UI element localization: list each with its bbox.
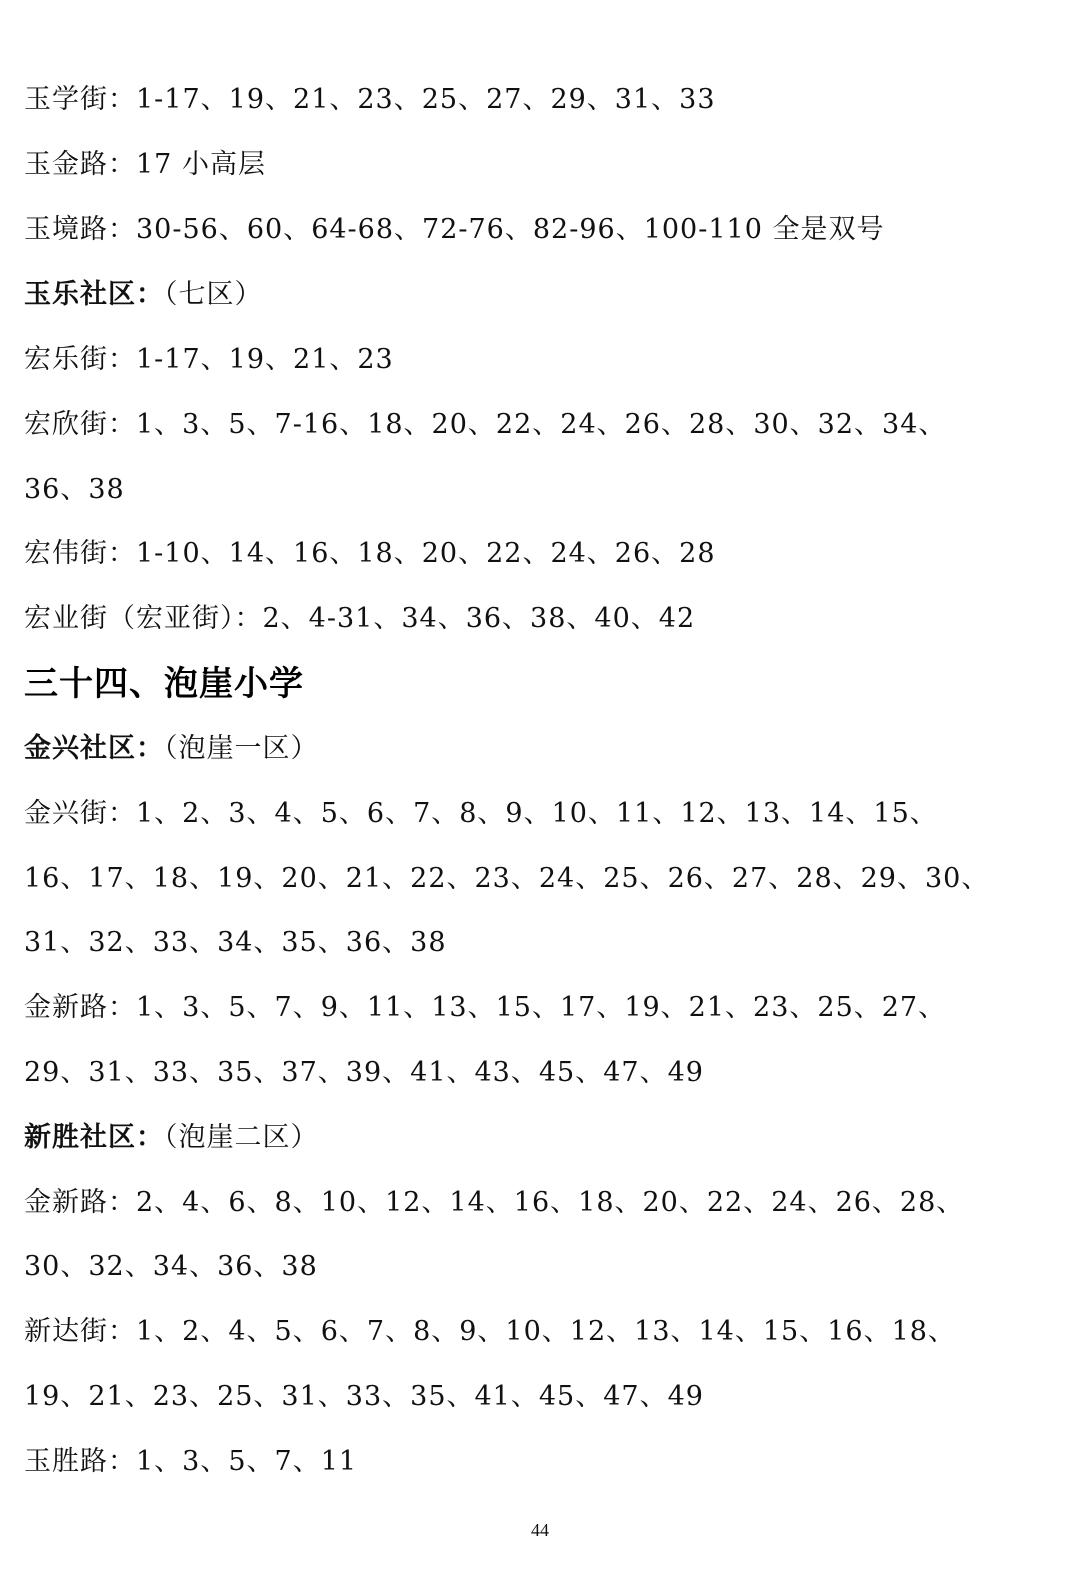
street-line-hongle: 宏乐街：1-17、19、21、23 — [24, 344, 394, 375]
street-line-hongxin: 宏欣街：1、3、5、7-16、18、20、22、24、26、28、30、32、34、 — [24, 409, 947, 440]
street-line-jinxin-odd-cont: 29、31、33、35、37、39、41、43、45、47、49 — [24, 1057, 704, 1088]
community-area: （泡崖一区） — [164, 733, 319, 764]
street-line-xinda: 新达街：1、2、4、5、6、7、8、9、10、12、13、14、15、16、18、 — [24, 1316, 956, 1347]
street-line-jinxin-odd: 金新路：1、3、5、7、9、11、13、15、17、19、21、23、25、27、 — [24, 992, 947, 1023]
community-line-jinxing — [24, 729, 1056, 769]
street-line-hongye: 宏业街（宏亚街）：2、4-31、34、36、38、40、42 — [24, 603, 696, 634]
street-line-hongxin-cont: 36、38 — [24, 474, 125, 505]
street-line-jinxing: 金兴街：1、2、3、4、5、6、7、8、9、10、11、12、13、14、15、 — [24, 798, 938, 829]
community-name: 玉乐社区： — [24, 279, 164, 310]
community-name: 新胜社区： — [24, 1122, 164, 1153]
community-line-xinsheng — [24, 1118, 1056, 1158]
section-heading-paoya-school: 三十四、泡崖小学 — [24, 664, 304, 704]
street-line-yuxue: 玉学街：1-17、19、21、23、25、27、29、31、33 — [24, 84, 716, 115]
community-area: （七区） — [164, 279, 263, 310]
street-line-yujing: 玉境路：30-56、60、64-68、72-76、82-96、100-110 全是双号 — [24, 214, 885, 245]
street-line-jinxing-cont2: 31、32、33、34、35、36、38 — [24, 927, 447, 958]
street-line-yusheng: 玉胜路：1、3、5、7、11 — [24, 1446, 358, 1477]
community-line-yule — [24, 275, 1056, 315]
street-line-jinxin-even: 金新路：2、4、6、8、10、12、14、16、18、20、22、24、26、28、 — [24, 1187, 965, 1218]
street-line-xinda-cont: 19、21、23、25、31、33、35、41、45、47、49 — [24, 1381, 704, 1412]
community-area: （泡崖二区） — [164, 1122, 319, 1153]
street-line-yujin: 玉金路：17 小高层 — [24, 149, 266, 180]
community-name: 金兴社区： — [24, 733, 164, 764]
street-line-hongwei: 宏伟街：1-10、14、16、18、20、22、24、26、28 — [24, 538, 716, 569]
street-line-jinxin-even-cont: 30、32、34、36、38 — [24, 1251, 318, 1282]
street-line-jinxing-cont1: 16、17、18、19、20、21、22、23、24、25、26、27、28、29、30、 — [24, 863, 990, 894]
page-number: 44 — [531, 1520, 549, 1540]
